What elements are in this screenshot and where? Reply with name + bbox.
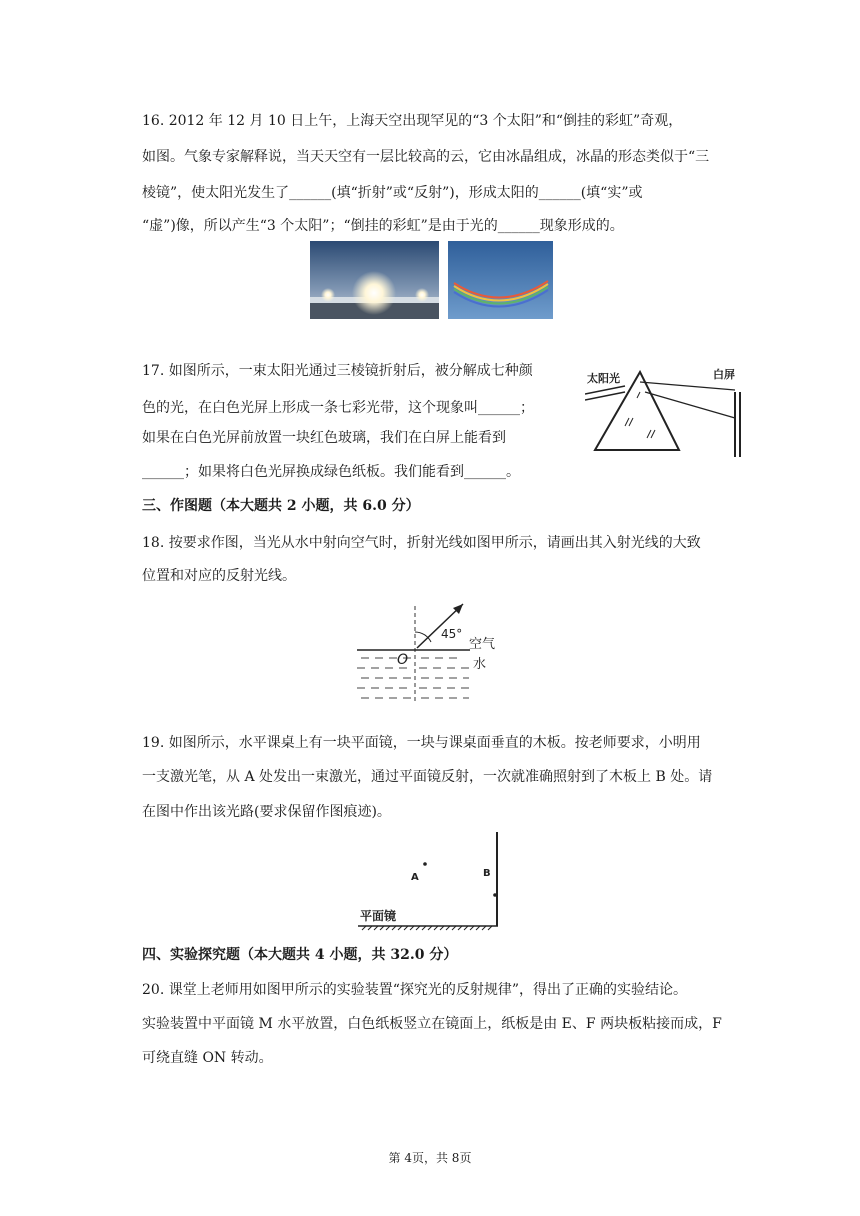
prism-figure (585, 362, 755, 462)
q17-line-4: ______；如果将白色光屏换成绿色纸板。我们能看到______。 (142, 464, 520, 480)
q16-line-3: 棱镜”，使太阳光发生了______(填“折射”或“反射”)，形成太阳的______(填“实”或 (142, 185, 643, 201)
angle-label: 45° (441, 627, 463, 641)
q20-line-1: 20. 课堂上老师用如图甲所示的实验装置“探究光的反射规律”，得出了正确的实验结论。 (142, 982, 688, 998)
point-b-dot (493, 893, 497, 897)
q19-line-3: 在图中作出该光路(要求保留作图痕迹)。 (142, 804, 391, 820)
sunlight-label: 太阳光 (587, 372, 620, 385)
q19-line-2: 一支激光笔，从 A 处发出一束激光，通过平面镜反射，一次就准确照射到了木板上 B 处。请 (142, 769, 713, 785)
point-a-label: A (411, 872, 419, 883)
q18-line-1: 18. 按要求作图，当光从水中射向空气时，折射光线如图甲所示，请画出其入射光线的大致 (142, 535, 701, 551)
q16-line-4: “虚”)像，所以产生“3 个太阳”；“倒挂的彩虹”是由于光的______现象形成的。 (142, 218, 624, 234)
section-4-heading: 四、实验探究题（本大题共 4 小题，共 32.0 分） (142, 947, 458, 963)
page-footer: 第 4页，共 8页 (388, 1151, 472, 1165)
mirror-label: 平面镜 (360, 909, 397, 923)
inverted-rainbow-photo (448, 241, 553, 319)
point-o-label: O (397, 652, 409, 668)
mirror-board-figure (358, 830, 503, 932)
q16-line-2: 如图。气象专家解释说，当天天空有一层比较高的云，它由冰晶组成，冰晶的形态类似于“三 (142, 149, 710, 165)
air-label: 空气 (469, 637, 496, 652)
section-3-heading: 三、作图题（本大题共 2 小题，共 6.0 分） (142, 498, 420, 514)
q19-line-1: 19. 如图所示，水平课桌上有一块平面镜，一块与课桌面垂直的木板。按老师要求，小明用 (142, 735, 701, 751)
refraction-figure (355, 598, 500, 706)
q17-line-2: 色的光，在白色光屏上形成一条七彩光带，这个现象叫______； (142, 400, 534, 416)
q16-line-1: 16. 2012 年 12 月 10 日上午，上海天空出现罕见的“3 个太阳”和“倒挂的彩虹”奇观， (142, 113, 683, 129)
point-a-dot (423, 862, 427, 866)
three-suns-photo (310, 241, 439, 319)
q20-line-3: 可绕直缝 ON 转动。 (142, 1050, 273, 1066)
white-screen-label: 白屏 (713, 368, 735, 381)
water-label: 水 (473, 657, 487, 672)
q20-line-2: 实验装置中平面镜 M 水平放置，白色纸板竖立在镜面上，纸板是由 E、F 两块板粘接而成，F (142, 1016, 722, 1032)
q18-line-2: 位置和对应的反射光线。 (142, 568, 296, 584)
point-b-label: B (483, 868, 491, 879)
q17-line-3: 如果在白色光屏前放置一块红色玻璃，我们在白屏上能看到 (142, 430, 506, 446)
q17-line-1: 17. 如图所示，一束太阳光通过三棱镜折射后，被分解成七种颜 (142, 363, 533, 379)
